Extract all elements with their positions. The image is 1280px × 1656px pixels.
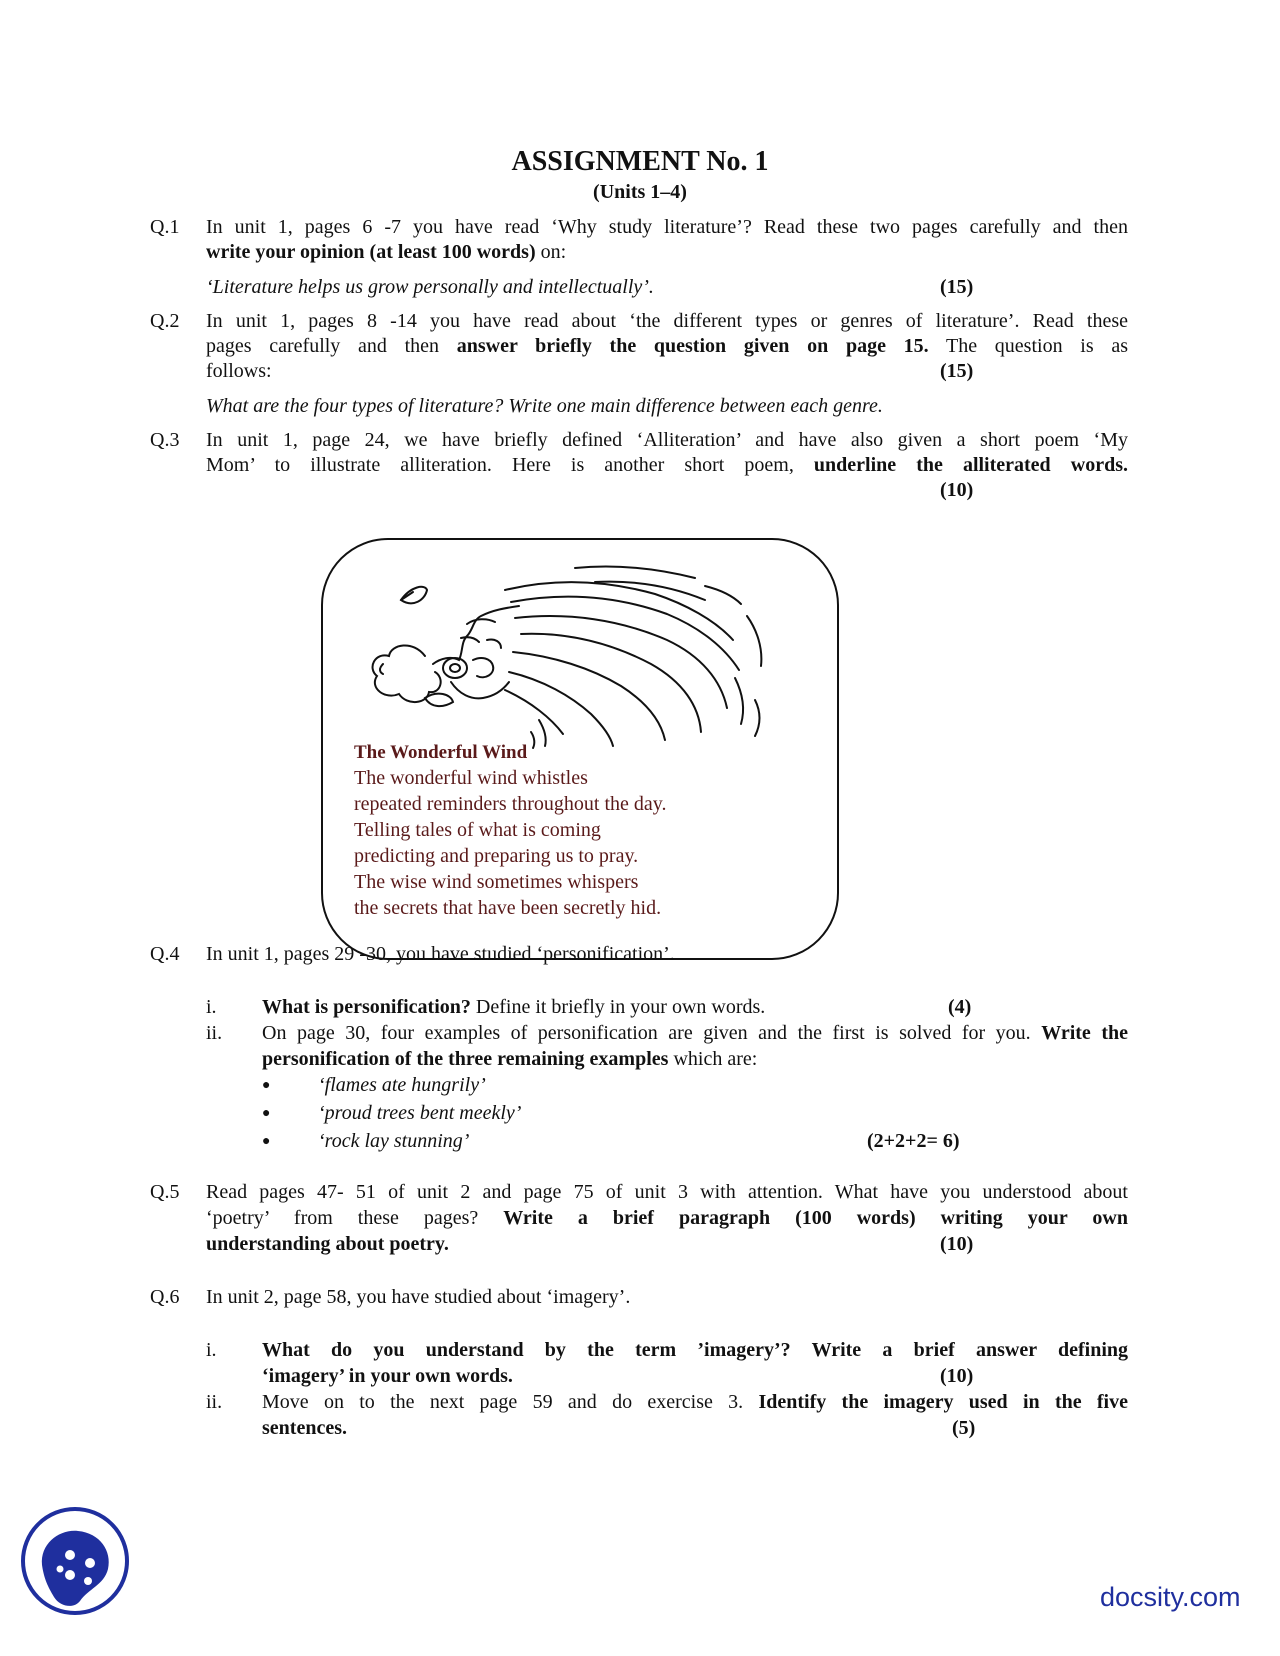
q6-i-line1-bold: What do you understand by the term ’imagery’? Write a brief answer defining	[262, 1339, 1128, 1361]
poem-line-5: The wise wind sometimes whispers	[354, 871, 639, 893]
poem-title: The Wonderful Wind	[354, 742, 528, 763]
q4-example-3	[318, 1130, 469, 1153]
docsity-brand-link[interactable]: docsity.com	[1100, 1582, 1241, 1612]
q1-line2	[206, 241, 566, 264]
q6-i-line1	[262, 1339, 1128, 1362]
q4-example-1	[318, 1074, 486, 1097]
wind-face-illustration	[355, 560, 795, 750]
bullet-icon: ●	[262, 1078, 271, 1093]
q2-line1: In unit 1, pages 8 -14 you have read about ‘the different types or genres of literature’. Read these	[206, 310, 1128, 332]
q5-line2	[206, 1207, 1128, 1230]
q2-line3: follows:	[206, 360, 272, 382]
q6-ii-line2-bold: sentences.	[262, 1417, 347, 1439]
q1-quote	[206, 276, 654, 299]
q5-marks: (10)	[940, 1233, 974, 1255]
q4-i-marks: (4)	[948, 996, 972, 1018]
q1-marks: (15)	[940, 276, 974, 298]
q4-example-3-text: ‘rock lay stunning’	[318, 1130, 470, 1152]
q3-marks: (10)	[940, 479, 974, 501]
q6-ii-line2	[262, 1417, 347, 1440]
q6-ii-line1	[262, 1391, 1128, 1414]
q4-number: Q.4	[150, 943, 180, 965]
q6-ii-marks: (5)	[952, 1417, 976, 1439]
q1-number: Q.1	[150, 216, 180, 238]
q5-line2-bold: Write a brief paragraph (100 words) writing your own	[503, 1207, 1128, 1229]
q6-i-label: i.	[206, 1339, 217, 1361]
poem-line-4: predicting and preparing us to pray.	[354, 845, 639, 867]
q4-i-text	[262, 996, 765, 1019]
q5-line1: Read pages 47- 51 of unit 2 and page 75 of unit 3 with attention. What have you understood about	[206, 1181, 1128, 1203]
q1-quote-text: ‘Literature helps us grow personally and intellectually’.	[206, 276, 654, 298]
q1-line2-rest: on:	[535, 241, 567, 263]
poem-line-6: the secrets that have been secretly hid.	[354, 897, 662, 919]
q1-line2-bold: write your opinion (at least 100 words)	[206, 241, 536, 263]
q4-example-1-text: ‘flames ate hungrily’	[318, 1074, 486, 1096]
poem-line-3: Telling tales of what is coming	[354, 819, 601, 841]
q3-line2	[206, 454, 1128, 477]
bullet-icon: ●	[262, 1134, 271, 1149]
q4-example-2	[318, 1102, 521, 1125]
q1-line1: In unit 1, pages 6 -7 you have read ‘Why study literature’? Read these two pages carefully and then	[206, 216, 1128, 238]
q3-line1: In unit 1, page 24, we have briefly defined ‘Alliteration’ and have also given a short poem ‘My	[206, 429, 1128, 451]
q4-ii-marks: (2+2+2= 6)	[867, 1130, 960, 1152]
bullet-icon: ●	[262, 1106, 271, 1121]
q2-marks: (15)	[940, 360, 974, 382]
q4-example-2-text: ‘proud trees bent meekly’	[318, 1102, 522, 1124]
q6-i-line2-bold: ‘imagery’ in your own words.	[262, 1365, 513, 1387]
q6-i-marks: (10)	[940, 1365, 974, 1387]
q4-i-rest: Define it briefly in your own words.	[470, 996, 766, 1018]
q6-i-line2	[262, 1365, 513, 1388]
page-title: ASSIGNMENT No. 1	[511, 146, 769, 177]
q6-intro: In unit 2, page 58, you have studied about ‘imagery’.	[206, 1286, 631, 1308]
q5-line3-bold: understanding about poetry.	[206, 1233, 449, 1255]
q4-ii-line2-rest: which are:	[668, 1048, 758, 1070]
q6-number: Q.6	[150, 1286, 180, 1308]
q4-ii-line2	[262, 1048, 757, 1071]
q4-ii-line1-bold: Write the	[1041, 1022, 1128, 1044]
q4-ii-label: ii.	[206, 1022, 223, 1044]
q6-ii-line1-bold: Identify the imagery used in the five	[758, 1391, 1128, 1413]
q6-ii-label: ii.	[206, 1391, 223, 1413]
q2-line2	[206, 335, 1128, 358]
poem-line-1: The wonderful wind whistles	[354, 767, 588, 789]
q3-line2-bold: underline the alliterated words.	[813, 454, 1128, 476]
page-subtitle: (Units 1–4)	[593, 181, 687, 203]
q5-line3	[206, 1233, 449, 1256]
q5-number: Q.5	[150, 1181, 180, 1203]
q6-ii-line1-start: Move on to the next page 59 and do exercise 3.	[262, 1391, 759, 1413]
q2-question	[206, 395, 883, 418]
q4-intro: In unit 1, pages 29 -30, you have studied ‘personification’.	[206, 943, 675, 965]
q3-line2-start: Mom’ to illustrate alliteration. Here is another short poem,	[206, 454, 814, 476]
poem-line-2: repeated reminders throughout the day.	[354, 793, 667, 815]
q4-ii-line1-start: On page 30, four examples of personification are given and the first is solved for you.	[262, 1022, 1042, 1044]
q2-question-text: What are the four types of literature? Write one main difference between each genre.	[206, 395, 883, 417]
q4-i-bold: What is personification?	[262, 996, 471, 1018]
q2-line2-start: pages carefully and then	[206, 335, 457, 357]
q4-i-label: i.	[206, 996, 217, 1018]
q2-line2-end: The question is as	[928, 335, 1128, 357]
q4-ii-line1	[262, 1022, 1128, 1045]
q3-number: Q.3	[150, 429, 180, 451]
q2-line2-bold: answer briefly the question given on page 15.	[456, 335, 929, 357]
q4-ii-line2-bold: personification of the three remaining examples	[262, 1048, 669, 1070]
docsity-logo-icon[interactable]	[20, 1505, 130, 1617]
q5-line2-start: ‘poetry’ from these pages?	[206, 1207, 504, 1229]
q2-number: Q.2	[150, 310, 180, 332]
